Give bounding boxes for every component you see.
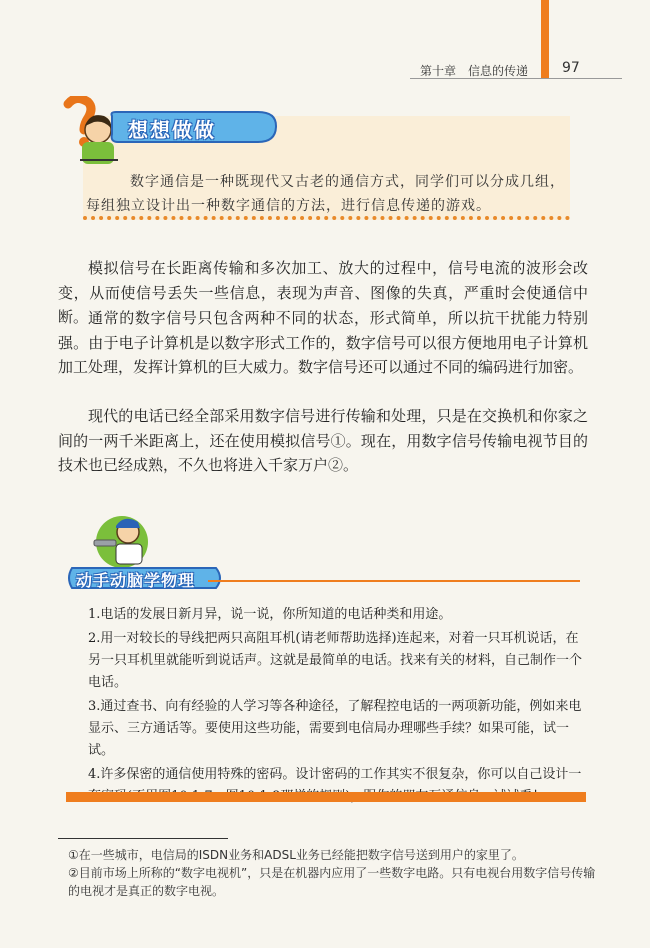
footnotes	[58, 846, 598, 900]
chapter-title: 第十章 信息的传递	[420, 64, 529, 78]
footnote-rule	[58, 838, 228, 839]
activity-title-rule	[208, 580, 580, 582]
think-dotted-rule	[83, 216, 570, 220]
page-number: 97	[562, 60, 580, 76]
activity-item-2: 2.用一对较长的导线把两只高阻耳机(请老师帮助选择)连起来，对着一只耳机说话，在另一只耳机里就能听到说话声。这就是最简单的电话。找来有关的材料，自己制作一个电话。	[88, 631, 583, 690]
student-with-tool-illustration	[78, 510, 164, 570]
footnote-2: ②目前市场上所称的“数字电视机”，只是在机器内应用了一些数字电路。只有电视台用数字信号传输的电视才是真正的数字电视。	[68, 866, 596, 898]
header-rule	[410, 78, 622, 79]
activity-item-3: 3.通过查书、向有经验的人学习等各种途径，了解程控电话的一两项新功能，例如来电显示、三方通话等。要使用这些功能，需要到电信局办理哪些手续？如果可能，试一试。	[88, 699, 582, 758]
activity-list	[88, 604, 588, 810]
body-paragraph-1: 模拟信号在长距离传输和多次加工、放大的过程中，信号电流的波形会改变，从而使信号丢失一些信息，表现为声音、图像的失真，严重时会使通信中断。	[58, 259, 588, 326]
think-box-text: 数字通信是一种既现代又古老的通信方式，同学们可以分成几组， 每组独立设计出一种数字通信的方法，进行信息传递的游戏。	[86, 174, 565, 214]
hands-on-activity-section	[58, 510, 588, 810]
footnote-1: ①在一些城市，电信局的ISDN业务和ADSL业务已经能把数字信号送到用户的家里了。	[68, 848, 524, 862]
body-paragraph-2: 通常的数字信号只包含两种不同的状态，形式简单，所以抗干扰能力特别强。由于电子计算机是以数字形式工作的，数字信号可以很方便地用电子计算机加工处理，发挥计算机的巨大威力。数字信号还可以通过不同的编码进行加密。	[58, 309, 588, 376]
activity-bottom-bar	[66, 792, 586, 802]
page-header	[350, 58, 630, 82]
activity-item-1: 1.电话的发展日新月异，说一说，你所知道的电话种类和用途。	[88, 607, 452, 622]
activity-item-4: 4.许多保密的通信使用特殊的密码。设计密码的工作其实不很复杂，你可以自己设计一	[88, 767, 582, 782]
activity-title: 动手动脑学物理	[76, 571, 196, 590]
think-and-do-box	[58, 96, 570, 224]
think-title: 想想做做	[128, 118, 216, 142]
body-paragraph-3: 现代的电话已经全部采用数字信号进行传输和处理，只是在交换机和你家之间的一两千米距离上，还在使用模拟信号①。现在，用数字信号传输电视节目的技术也已经成熟，不久也将进入千家万户②。	[58, 407, 588, 474]
